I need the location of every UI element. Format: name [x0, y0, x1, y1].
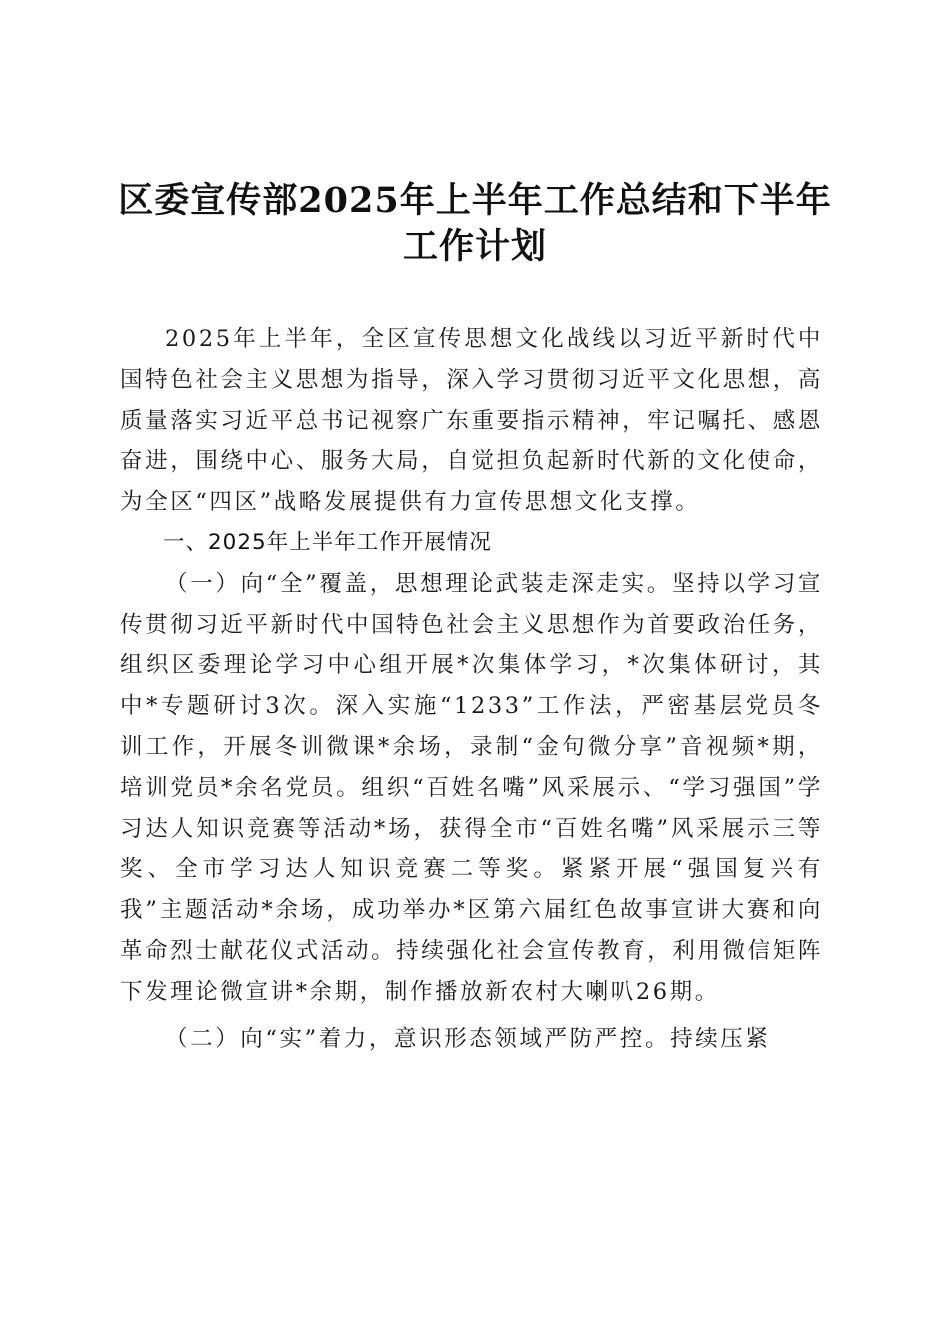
subsection-1-paragraph: [120, 564, 823, 1013]
title-line-1: 区委宣传部2025年上半年工作总结和下半年: [118, 180, 832, 221]
subsection-1-text: 坚持以学习宣传贯彻习近平新时代中国特色社会主义思想作为首要政治任务，组织区委理论学习中心组开展*次集体学习，*次集体研讨，其中*专题研讨3次。深入实施“1233”工作法，严密基层党员冬训工作，开展冬训微课*余场，录制“金句微分享”音视频*期，培训党员*余名党员。组织“百姓名嘴”风采展示、“学习强国”学习达人知识竞赛等活动*场，获得全市“百姓名嘴”风采展示三等奖、全市学习达人知识竞赛二等奖。紧紧开展“强国复兴有我”主题活动*余场，成功举办*区第六届红色故事宣讲大赛和向革命烈士献花仪式活动。持续强化社会宣传教育，利用微信矩阵下发理论微宣讲*余期，制作播放新农村大喇叭26期。: [120, 570, 823, 1005]
title-line-2: 工作计划: [402, 226, 547, 267]
subsection-2-text: 持续压紧: [670, 1025, 771, 1052]
intro-paragraph: 2025年上半年，全区宣传思想文化战线以习近平新时代中国特色社会主义思想为指导，深入学习贯彻习近平文化思想，高质量落实习近平总书记视察广东重要指示精神，牢记嘱托、感恩奋进，围绕中心、服务大局，自觉担负起新时代新的文化使命，为全区“四区”战略发展提供有力宣传思想文化支撑。: [120, 326, 823, 516]
subsection-2-paragraph: [120, 1019, 823, 1060]
subsection-2-heading: （二）向“实”着力，意识形态领域严防严控。: [165, 1025, 671, 1052]
section-heading-1: 一、2025年上半年工作开展情况: [163, 529, 492, 555]
subsection-1-heading: （一）向“全”覆盖，思想理论武装走深走实。: [165, 570, 672, 597]
document-body: [120, 319, 823, 1059]
document-title: [110, 178, 840, 270]
